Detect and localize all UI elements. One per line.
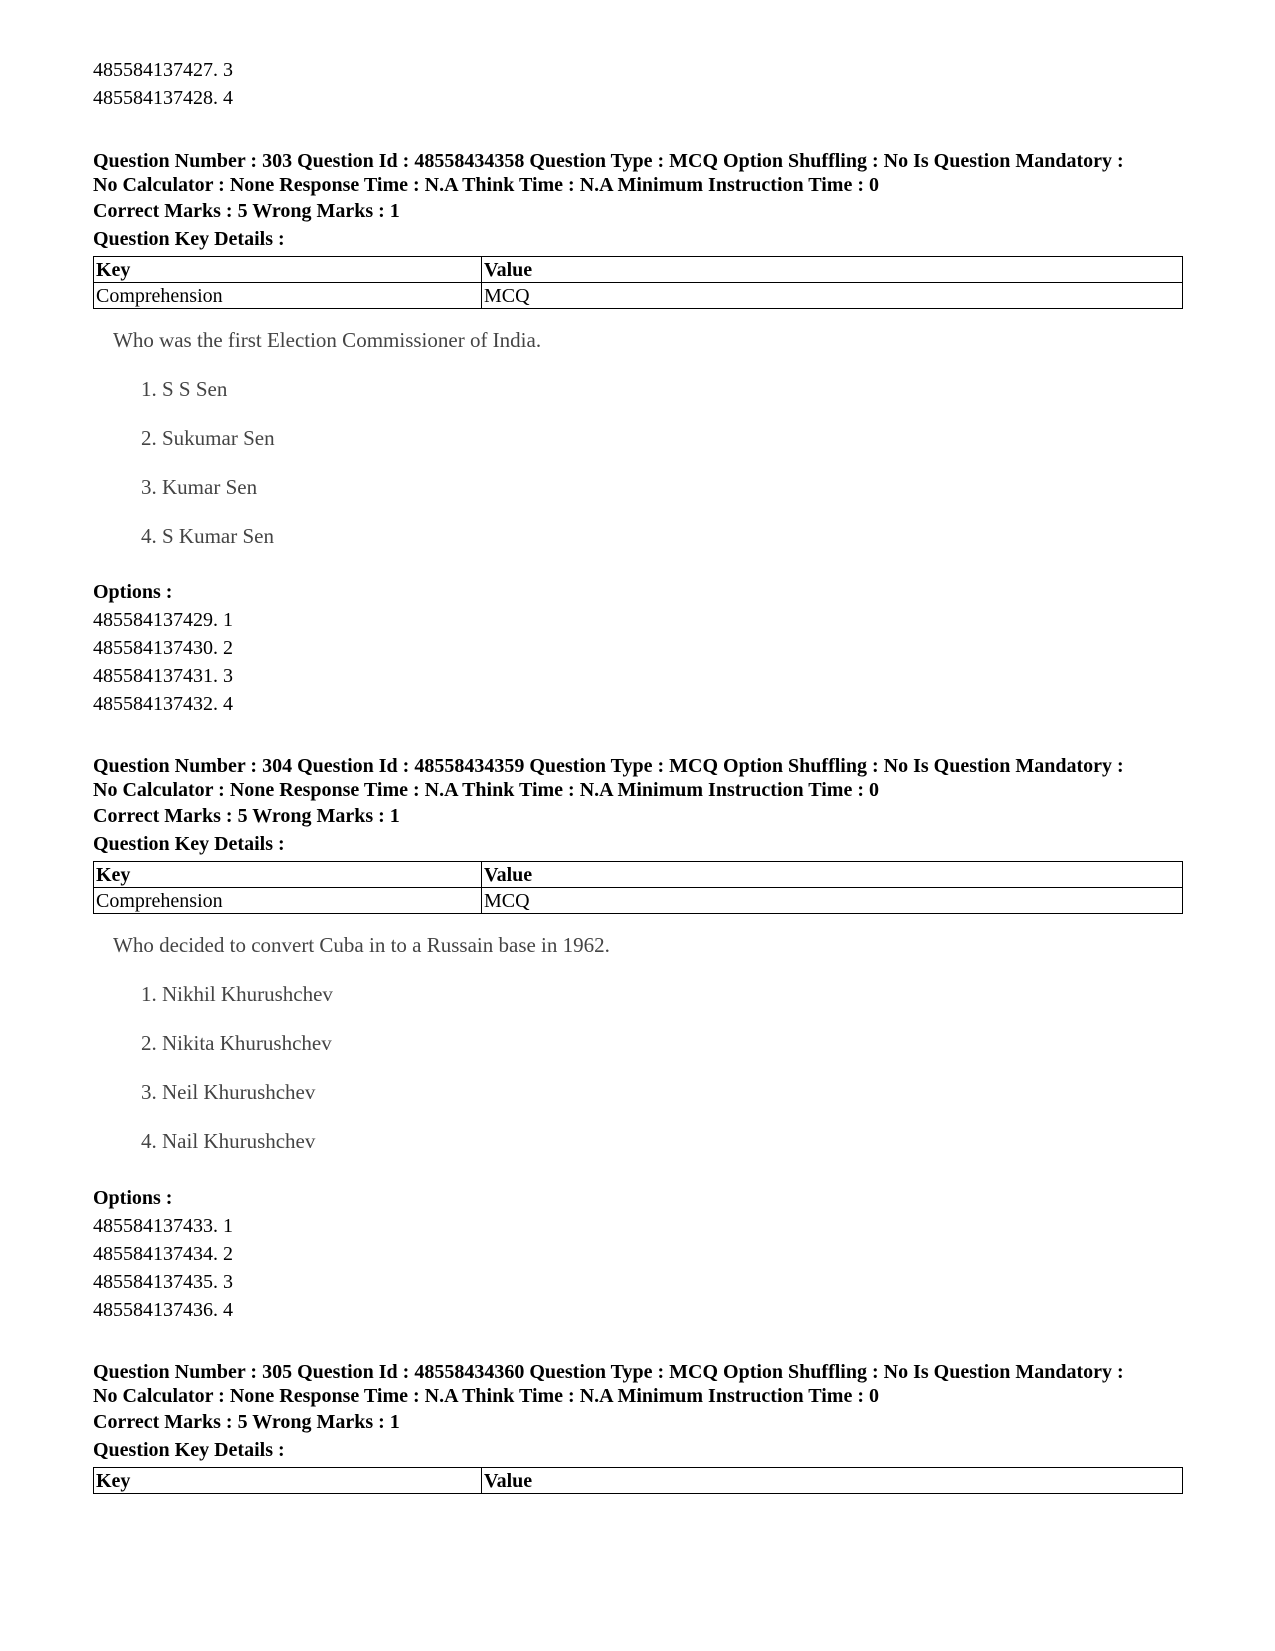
option-line: 485584137432. 4 <box>93 693 233 715</box>
choice-item: 4. Nail Khurushchev <box>141 1129 316 1153</box>
question-header: No Calculator : None Response Time : N.A Think Time : N.A Minimum Instruction Time : 0 <box>93 779 879 801</box>
table-header-key: Key <box>94 862 482 888</box>
table-header-key: Key <box>94 257 482 283</box>
question-block-304 <box>93 754 1183 914</box>
table-header-value: Value <box>482 257 1183 283</box>
table-cell-value: MCQ <box>482 283 1183 309</box>
options-list-304 <box>93 1184 233 1324</box>
option-line: 485584137428. 4 <box>93 87 233 109</box>
choice-item: 4. S Kumar Sen <box>141 524 274 548</box>
question-header: Question Number : 305 Question Id : 48558434360 Question Type : MCQ Option Shuffling : No Is Question Mandatory : <box>93 1361 1124 1383</box>
option-line: 485584137429. 1 <box>93 609 233 631</box>
option-line: 485584137430. 2 <box>93 637 233 659</box>
option-line: 485584137436. 4 <box>93 1299 233 1321</box>
question-header: No Calculator : None Response Time : N.A Think Time : N.A Minimum Instruction Time : 0 <box>93 174 879 196</box>
option-line: 485584137431. 3 <box>93 665 233 687</box>
marks-line: Correct Marks : 5 Wrong Marks : 1 <box>93 1411 400 1433</box>
key-details-label: Question Key Details : <box>93 228 285 250</box>
options-list-303 <box>93 578 233 718</box>
question-block-305 <box>93 1360 1183 1494</box>
question-block-303 <box>93 149 1183 309</box>
table-cell-key: Comprehension <box>94 888 482 914</box>
key-details-label: Question Key Details : <box>93 1439 285 1461</box>
option-line: 485584137427. 3 <box>93 59 233 81</box>
question-header: Question Number : 303 Question Id : 48558434358 Question Type : MCQ Option Shuffling : No Is Question Mandatory : <box>93 150 1124 172</box>
table-cell-key: Comprehension <box>94 283 482 309</box>
choice-item: 2. Nikita Khurushchev <box>141 1031 332 1055</box>
choice-item: 3. Neil Khurushchev <box>141 1080 316 1104</box>
option-line: 485584137433. 1 <box>93 1215 233 1237</box>
key-details-table <box>93 1467 1183 1494</box>
option-line: 485584137435. 3 <box>93 1271 233 1293</box>
question-header: Question Number : 304 Question Id : 48558434359 Question Type : MCQ Option Shuffling : No Is Question Mandatory : <box>93 755 1124 777</box>
table-header-value: Value <box>482 1468 1183 1494</box>
question-image-304 <box>93 933 610 1154</box>
choice-item: 3. Kumar Sen <box>141 475 258 499</box>
question-header: No Calculator : None Response Time : N.A Think Time : N.A Minimum Instruction Time : 0 <box>93 1385 879 1407</box>
marks-line: Correct Marks : 5 Wrong Marks : 1 <box>93 200 400 222</box>
option-line: 485584137434. 2 <box>93 1243 233 1265</box>
choice-item: 1. Nikhil Khurushchev <box>141 982 333 1006</box>
key-details-table <box>93 861 1183 914</box>
question-text: Who decided to convert Cuba in to a Russain base in 1962. <box>113 933 610 957</box>
question-image-303 <box>93 328 541 549</box>
choice-item: 1. S S Sen <box>141 377 228 401</box>
marks-line: Correct Marks : 5 Wrong Marks : 1 <box>93 805 400 827</box>
key-details-label: Question Key Details : <box>93 833 285 855</box>
prev-options <box>93 56 233 112</box>
table-header-key: Key <box>94 1468 482 1494</box>
table-header-value: Value <box>482 862 1183 888</box>
question-text: Who was the first Election Commissioner of India. <box>113 328 542 352</box>
choice-item: 2. Sukumar Sen <box>141 426 275 450</box>
options-label: Options : <box>93 1187 173 1209</box>
key-details-table <box>93 256 1183 309</box>
table-cell-value: MCQ <box>482 888 1183 914</box>
options-label: Options : <box>93 581 173 603</box>
